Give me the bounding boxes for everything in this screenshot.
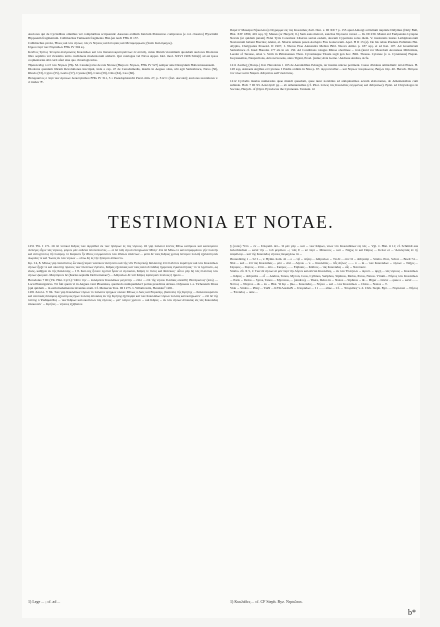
footnote-right: 1) Κυκλάδες ... cf. CF Steph. Byz. Νησιῶται. xyxy=(230,599,303,604)
footnote-left: 1) Lege ... ; cf. ad ... xyxy=(28,599,61,604)
bottom-right-column xyxy=(230,244,418,294)
paragraph: Diodorus quantum librum Revolutiones inscripsit, inde a cap. 47 de Cenodumedis, insulis in Aegaeo sitas, ubi agit Samothrace, Naxo (50), Rhodo (53), Cypro (55), Lesbo (57), Cyrene (60), Creta (59), Chio (64), Ceo (66). xyxy=(28,67,218,76)
paragraph: Παρὰ δ' Μακάρα Ν(ικολάου) ἐπίγραμμα εἰς τὰς Κυκλάδας Ἀνθ. Παλ. ε. III XII 7 p. 155 apud Amorgi ad Iulium nuptiale Didymus (Daly Bull, Hist. XIV 1890, 401 sqq. 5); Manes (or Hesych; ll.) Sum eans metrori, sanctisa Νησιῶτα verasi — IG III 230. Manni etd Euripendes Lyrapna Nevais (ut quidam putant) Fidei Tyris Conomsat Libertas sertan eadem, deorum Cyparissia solas diem. V. insalaratis laurus Lethiphonorum Nesiotarum habent Brecnia; Aleiur, al. Siberia Ameus pasen Asclepio Fiss Ganscorum. Apol. H II 13 (α). De his rebus Prudens Enbimais Hat. Alypha, Chalypades Praeexd. II 1907, I. Nieros Eiae Alexandra Mellon Bibl. Nuova Attiko p. 187 sqq. et ad Kei. 107. Ad Graemicam Samothrace cf. Insel Haredas 177 als in ad. 150. Ad Conditions rolagus Minoe oberlinae ... iran (kurd vor Meerdom Aronsieae Mithridate, Leedar of Terasse, Alon v. Sicm in Pimoisenses Thon. Cyroniusque Thasia regii gen hoc. Bibl. Thouas. Cyrenae (c. u. Cyrennaus) Fiepan. Isoyauaemas, Naupactions, Aris nerveoens, anno Tigani, Proel. (sulae; Avia Gerne / Andreae Andrea, sicfe. xyxy=(230,28,418,61)
paragraph: Κρ. I 4, 8. Μίνως γὰρ παλαίτατος ὧν ἀκοῇ ἴσμεν ναυτικὸν ἐκτήσατο καὶ τῆς νῦν Ἑλληνικῆς θαλάσσης ἐπὶ πλεῖστον ἐκράτησε καὶ τῶν Κυκλάδων νήσων ἦρξέ τε καὶ οἰκιστὴς πρῶτος τῶν πλείστων ἐγένετο, Κᾶρας ἐξελάσας καὶ τοὺς ἑαυτοῦ παῖδας ἡγεμόνας ἐγκαταστήσας· τό τε λῃστικόν, ὡς εἰκός, καθῄρει ἐκ τῆς θαλάσσης ... I 8. Καὶ οὐχ ἧσσον λῃσταὶ ἦσαν οἱ νησιῶται, Κᾶρές τε ὄντες καὶ Φοίνικες· οὗτοι γὰρ δὴ τὰς πλείστας τῶν νήσων ᾤκησαν. Μαρτύριον δέ (Kartus septaliu Deli terrenae?) ... Ἀθηναίων δὲ τοῦ Κᾶρες ἐφάνησαν πλείους ἥ ἥμισυ ... xyxy=(28,260,218,277)
paragraph: Ἡρακλείδης ὁ ὑπ' τῶν Νήσων (Ἡρ. Μ. Cassius) sive de rais Nicase (Harpocr. Νήσων, FHG IV 527) semper ante Dionysium Halicarnassensem. xyxy=(28,62,215,67)
bottom-left-column xyxy=(28,244,218,306)
paragraph: § (cont.) Ὑπὸ ... ἐν ... Σπυριάδ. Ἀπ... Ὁ μὲν γὰρ ... καὶ ... τῶν Κᾶρων, νέων τὸν Κυκλαδίδων εἰς τὰς ... Vgl. v. Hist. ii 11; cf. Schmidt aus Griechischen ... κατὰ τὴν ... τοῦ μεγάλου ...; τοῖς δ' ... κέ περὶ ... Μύκονος ... καὶ ... Νάξος τε καὶ Πάρος ... In hac et ... 'Ἀσκληπιὰς ἐν τῇ ἀσφάλειᾳ ... καὶ τῆς Κυκλάδος νήσους διεμαχέσω τὰ ... xyxy=(230,244,418,257)
paragraph: Callimachus γαλέα, Ήλιος καὶ τῶν νήσων, τὰς ἐν Νήσοις καὶ Ιστορίας καὶ Μεταμόρφωσις (Suid. Καλλίμαχος). xyxy=(28,40,173,45)
top-left-column xyxy=(28,32,218,84)
paragraph: Herodotus 7 III (Vit. Hist. Cycl.): 'Οὔτε τὴν ... ἐκλάμπειν Κυκλάδων μεγίστην ... ἐπίσ ... ἐπὶ τῆς νήσου Ιλλιδίας οἰκίσθη' Θεσπρώτοις' (tota) — Lacu Phaturgais'es. Tri fuit quern vi in Angues veni Phaenissa, quomodo numquamdecl potius praedicus Aviaea. Odysseus i. e. Tichereum Dioss (qui quidem ... in eam medemerens inventus aram. Cf. Meisecus Tres. III I 275. v. Wilamowitz, Herakles² 1261. xyxy=(28,277,218,290)
page-title: TESTIMONIA ET NOTAE. xyxy=(107,212,335,232)
top-right-column xyxy=(230,28,418,91)
paragraph: Strabo. cfr. X 5, 1: Τῶν δὲ νήσων αἱ μὲν περὶ τὴν Δῆλον καλοῦνται Κυκλάδες, ... ἐκ τῶν Ἑλλήνων ... Ἀριστ. ... ἀρχή ... τὰς νήσους ... Κυκλάδων ... Κᾶρες ... Ἀθηναῖοι ... οἷ ... Andros, Tenos, Mycon, Ceos, Cythnos, Seriphos, Siphnos, Melos, Paros, Naxos. Vtrum... Νῆσος τῶν Κυκλάδων ... Paris ... Delos ... Syros, Tenos ... Myconos, ... (Andros), ... Thera, Delos in ... Naxos ... Siphnos ... & ... Θήρα ... πάντα ... quae a ... κατά ... ... Νότιος ... Nisyros ... & ... ἐκ ... Hist. 'Ὁ Κρ ... βίω ... Κυκλάδες, ... Νῆσοι ... καὶ ... τῶν Κυκλάδων ... Chios ... Naxos ... T. xyxy=(230,269,418,286)
paragraph: Auctores qui de Cycladibus omnibus vel compluribus scripserunt: Ausones exilium Itaiciam Pisisterrao compronos (e col. classico) Hyacinthi Hippaeum fragmentum. Callimachus Tumaeam fragmento Hist.(en nach FHG II 137. xyxy=(28,32,218,41)
paragraph: 1211 Ἀνάδοξ (Πολεμ.) Ital. Herodotus 1 165 de Aeranidibus Pelasgis, ter insulas unicae pertinent. Caesa divideus amitadium: ἀλλὰ Phaes. H. 128 sqq. Asinaeis Argibus et Cyrenae. I Paidia ordinis in Nisa p. 67. Ἀργουνταΐδα ... καὶ Νήσων πουρίκωνος. Βαζων ὕπρ. 40. Hersch. Πάτμου τὸν νέων κατὰ Νάφοδ. Ἀθηναίου καθ' ἐκάσταυς. xyxy=(230,63,418,76)
paragraph: Σήμου περὶ τῶν Νησιάδων FHG IV 304 sq. xyxy=(28,45,85,50)
paragraph: Θουκυδίδης 1 ... 52 I ..., v. Hymn. hom. 41 ... ο ... τῷ ... Δῆλῳ ... Ἀθηναίων ... Τὰ δὲ ... σὺν Ὁ ... Ἀθηναίῳ ... Strabo. Ptol., Schol. ... Boelt 74 ... Nisi ... sed ... ἐπὶ τὰς Κυκλάδας ... μέσ ... ἀπὸ ... Δήλου ... v. ... Κυκλάδες ... 'αἷς Δῆλος' ... ... v. ... in ... τῶν Κυκλάδων ... νήσων ... Νάξος ... Σέριφος ... Σίφνος ... ἑπτά ... ἀπο ... Σκύρος ... ... Εὐβοίας ... Κύθνος ... τὰς Κυκλάδας ... αἷς ... Ναυτικόν. xyxy=(230,256,418,269)
paragraph: Θεόφραστος ὁ περὶ τῶν ἀγώνων Ἀσκληπιάδου FHG IV 311, 3 = Pseudoplutarchi Paral. min. 27, p. 312 C (fort. Ascolet); auctores recentiores v. ct inides 'Ξ'. xyxy=(28,76,218,85)
paragraph: 1281 Ἀπολλ. V 84. Τῶν γὰρ Κυκλάδων νήσων τὸ παλαιὸν ἐρήμων οὐσῶν Μίνως ὁ Διὸς καὶ Εὐρώπης, βασιλεὺς τῆς Κρήτης ... θαλασσοκρατῶν καὶ ναυτικὰς δυνάμεις ἀξιολόγους ἔχων πολλὰς ἀποικίας ἐκ τῆς Κρήτης ἐξέπεμψε καὶ τῶν Κυκλάδων νήσων πολλὰς κατεκλήρωσεν· ... ἐπὶ δὲ τῆς ταύτης ὁ Ῥαδάμανθυς ... τῶν Κᾶρων κατοικούντων τὰς νήσους ... μετ' ὀλίγον χρόνον ... καὶ Κᾶρες ... ἐκ τῶν νήσων ἀποικίας εἰς τὰς Κυκλάδας ἀπώκισαν· ... Κρῆτες ... νήσους ἐξέβαλον. xyxy=(28,290,218,307)
page-mark: b* xyxy=(408,608,416,617)
page-sheet xyxy=(22,14,420,618)
paragraph: 1251 Ἡλ. I 171. Οἱ δὲ τοπικοὶ Κᾶρες τῶν Ἀργαθιοὶ ἐκ τῶν ἡπείρων ἐς τὰς νήσους. Οἱ γὰρ παλαιοὶ ἐόντες Μίνω κατήκοοι καὶ καλεόμενοι Λέλεγες εἶχον τὰς νήσους, φόρον μὲν οὐδένα ὑποτελέοντες — οἱ δὲ ταῖς νηυσὶ ἐπληρωσαν Μίνῳ· ἅτε δὲ Μίνω τε κατεστραμμένου γῆν πολλὴν καὶ εὐτυχέοντος τῷ πολέμῳ, τὸ Καρικὸν ἦν ἔθνος λογιμώτατον τῶν ἐθνέων ἁπάντων ... μετὰ δὲ τοὺς Κᾶρας χρόνῳ ὕστερον πολλῷ ἐξανέστησαν Δωριέες τε καὶ Ἴωνες ἐκ τῶν νήσων ... οὕτω δὴ ἐς τὴν ἤπειρον ἀπίκοντο. xyxy=(28,244,218,261)
paragraph: Vide ... Strabo ... Pliny ... ΤΩΝ ... ΚΥΚΛΑΔΩΝ ... Σποράδων ... I 1 ... ... aliae ... Cf. ... 'Σποράδες' v. d. Chiv. Steph. Byz. — Νησιῶται ... Νῆσος ... Ἑλλάδος ... ante ... xyxy=(230,286,418,295)
paragraph: Κλεῖτος Τρίτος Ἱστορία ἀναγνώσεις Κυκλάδων καὶ τῶν θαλασσοκρατησάντων ἐν αὐταῖς, cuius librum vicesimum quondam auctores Diodorus libro septimo vel vicesimo tertio credideere modernorum adducit. Qui catalogus vel Nicos Appar. Idol. mod. XXVI 1906 Säirs(t) ad est ipsos coqmentarias sibi certi afert sine quo chronlogicarias. xyxy=(28,49,218,63)
paragraph: 1212 Cycladis insulas numeradas quae mundi quaedam, quae nunc notabiles ad antiquissimos aevum elaborantes, ab Atheniensibus cum subinde. Hall. 7 III 93. Ἀσκλήπιδ' pp ... ab Atheniensibus (cf. Phot. πόλεις τὰς Κυκλάδες λεγομένας καὶ Ἀθηναίων). Epist. ad Chrysologos in Socrate, Hesych. of (Dyer. Pyrodocus the Cyreneans. Tennant. id xyxy=(230,78,418,91)
